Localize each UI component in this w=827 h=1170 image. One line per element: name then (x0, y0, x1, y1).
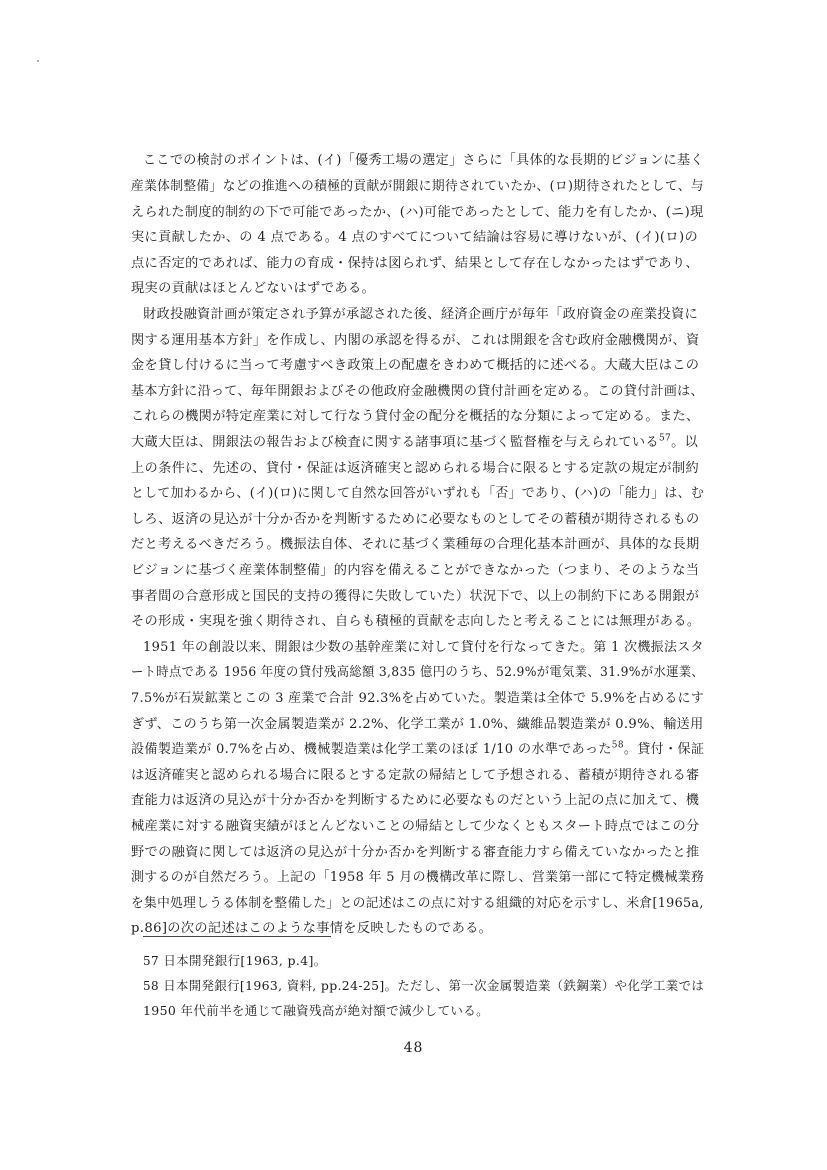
p1-line-2: 産業体制整備」などの推進への積極的貢献が開銀に期待されていたか、(ロ)期待されたとして、与 (131, 179, 704, 194)
p2-line-6 (131, 434, 698, 452)
footnote-rule (143, 936, 331, 937)
p3-line-10: 測するのが自然だろう。上記の「1958 年 5 月の機構改革に際し、営業第一部にて特定機械業務 (131, 870, 705, 885)
p2-line-3: 金を貸し付けるに当って考慮すべき政策上の配慮をきわめて概括的に述べる。大蔵大臣はこの (131, 358, 700, 373)
p1-line-1: ここでの検討のポイントは、(イ)「優秀工場の選定」さらに「具体的な長期的ビジョンに基く (143, 153, 704, 168)
footnote-57 (143, 952, 327, 970)
p2-line-12: 事者間の合意形成と国民的支持の獲得に失敗していた）状況下で、以上の制約下にある開銀が (131, 589, 700, 604)
p2-line-4: 基本方針に沿って、毎年開銀およびその他政府金融機関の貸付計画を定める。この貸付計画は、 (131, 384, 704, 399)
p2-line-6-end: 。以 (671, 435, 699, 450)
p2-line-9: しろ、返済の見込が十分か否かを判断するために必要なものとしてその蓄積が期待されるもの (131, 512, 700, 527)
p3-line-6: は返済確実と認められる場合に限るとする定款の帰結として予想される、蓄積が期待される審 (131, 768, 700, 783)
p1-line-6: 現実の貢献はほとんどないはずである。 (131, 281, 376, 296)
p2-line-7: 上の条件に、先述の、貸付・保証は返済確実と認められる場合に限るとする定款の規定が制約 (131, 461, 700, 476)
footnote-57-number: 57 (143, 954, 159, 968)
p3-line-5-end: 。貸付・保証 (623, 742, 705, 757)
p1-line-5: 点に否定的であれば、能力の育成・保持は図られず、結果として存在しなかったはずであり、 (131, 256, 699, 271)
p2-line-8: として加わるから、(イ)(ロ)に関して自然な回答がいずれも「否」であり、(ハ)の「能力」は、む (131, 486, 705, 501)
p3-line-11: を集中処理しうる体制を整備した」との記述はこの点に対する組織的対応を示すし、米倉[1965a, (131, 896, 704, 911)
footnote-ref-58[interactable]: 58 (611, 740, 624, 751)
p3-line-4: ぎず、このうち第一次金属製造業が 2.2%、化学工業が 1.0%、繊維品製造業が 0.9%、輸送用 (131, 717, 704, 732)
p3-line-12: p.86]の次の記述はこのような事情を反映したものである。 (131, 921, 493, 936)
p2-line-2: 関する運用基本方針」を作成し、内閣の承認を得るが、これは開銀を含む政府金融機関が、資 (131, 333, 700, 348)
p2-line-6-text: 大蔵大臣は、開銀法の報告および検査に関する諸事項に基づく監督権を与えられている (131, 435, 659, 450)
scan-speck (37, 60, 39, 62)
p3-line-7: 査能力は返済の見込が十分か否かを判断するために必要なものだという上記の点に加えて、機 (131, 793, 700, 808)
p3-line-9: 野での融資に関しては返済の見込が十分か否かを判断する審査能力すら備えていなかったと推 (131, 845, 700, 860)
p2-line-5: これらの機関が特定産業に対して行なう貸付金の配分を概括的な分類によって定める。また、 (131, 409, 700, 424)
footnote-58-number: 58 (143, 979, 159, 993)
p3-line-8: 械産業に対する融資実績がほとんどないことの帰結として少なくともスタート時点ではこの分 (131, 819, 700, 834)
p3-line-2: ート時点である 1956 年度の貸付残高総額 3,835 億円のうち、52.9%が電気業、31.9%が水運業、 (131, 665, 705, 680)
p2-line-11: ビジョンに基づく産業体制整備」的内容を備えることができなかった（つまり、そのような当 (131, 563, 700, 578)
p3-line-1: 1951 年の創設以来、開銀は少数の基幹産業に対して貸付を行なってきた。第 1 次機振法スタ (143, 640, 704, 655)
footnote-58 (143, 977, 704, 995)
p1-line-3: えられた制度的制約の下で可能であったか、(ハ)可能であったとして、能力を有したか、(ニ)現 (131, 205, 704, 220)
footnote-57-text: 日本開発銀行[1963, p.4]。 (163, 953, 327, 968)
p2-line-1: 財政投融資計画が策定され予算が承認された後、経済企画庁が毎年「政府資金の産業投資に (143, 307, 699, 322)
p2-line-13: その形成・実現を強く期待され、自らも積極的貢献を志向したと考えることには無理がある。 (131, 614, 701, 629)
p3-line-5 (131, 741, 704, 759)
page-number: 48 (403, 1040, 424, 1056)
p3-line-3: 7.5%が石炭鉱業とこの 3 産業で合計 92.3%を占めていた。製造業は全体で 5.9%を占めるにす (131, 691, 705, 706)
p3-line-5-text: 設備製造業が 0.7%を占め、機械製造業は化学工業のほぼ 1/10 の水準であった (131, 742, 612, 757)
p1-line-4: 実に貢献したか、の 4 点である。4 点のすべてについて結論は容易に導けないが、(イ)(ロ)の (131, 230, 698, 245)
footnote-58-continued: 1950 年代前半を通じて融資残高が絶対額で減少している。 (143, 1003, 489, 1018)
p2-line-10: だと考えるべきだろう。機振法自体、それに基づく業種毎の合理化基本計画が、具体的な長期 (131, 537, 700, 552)
footnote-58-text: 日本開発銀行[1963, 資料, pp.24-25]。ただし、第一次金属製造業（鉄鋼業）や化学工業では (163, 978, 705, 993)
footnote-ref-57[interactable]: 57 (658, 433, 672, 444)
